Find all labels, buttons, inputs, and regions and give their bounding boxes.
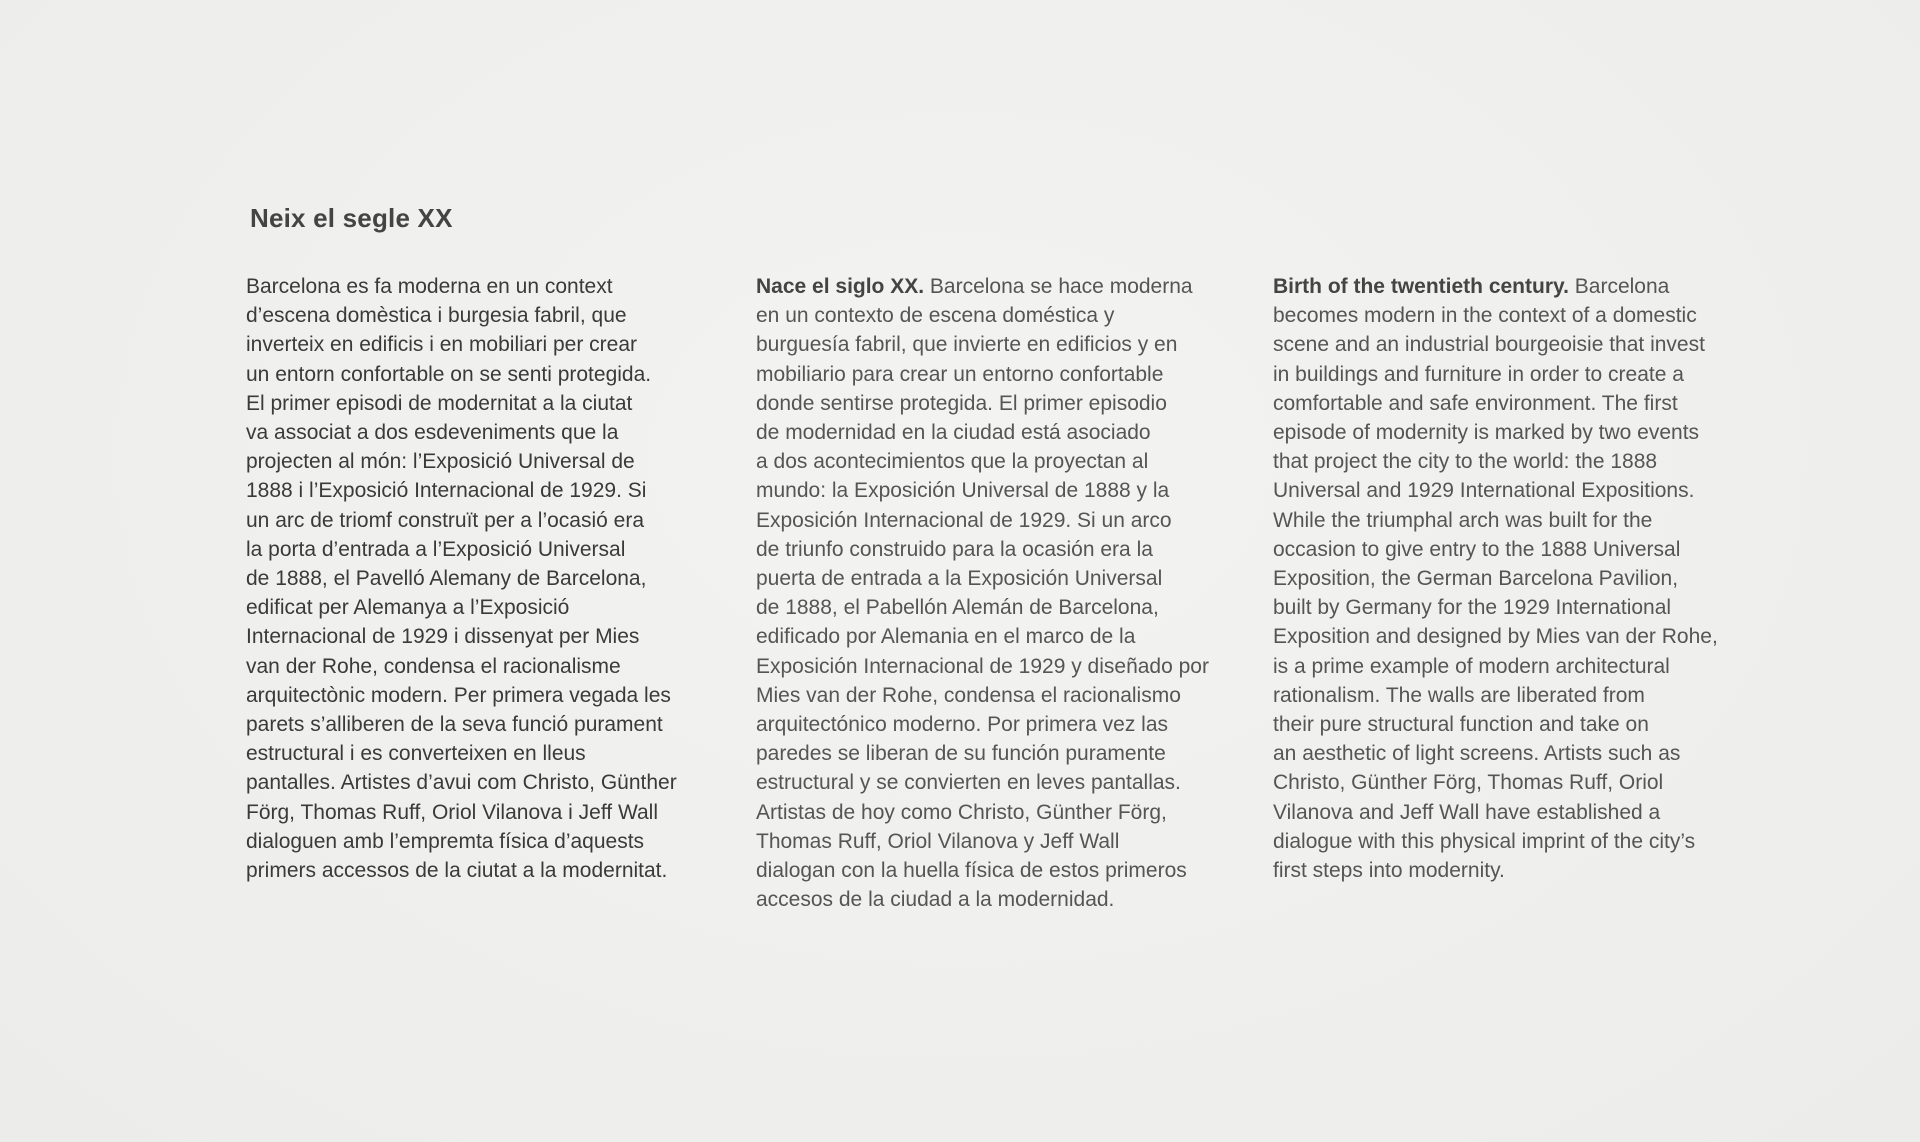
spanish-lead: Nace el siglo XX. bbox=[756, 275, 925, 298]
english-text-column bbox=[1273, 272, 1783, 885]
english-body: Barcelona becomes modern in the context of a domestic scene and an industrial bourgeoisie that invest in buildings and furniture in order to create a comfortable and safe environment. The first episode of modernity is marked by two events that project the city to the world: the 1888 Universal and 1929 International Expositions. While the triumphal arch was built for the occasion to give entry to the 1888 Universal Exposition, the German Barcelona Pavilion, built by Germany for the 1929 International Exposition and designed by Mies van der Rohe, is a prime example of modern architectural rationalism. The walls are liberated from their pure structural function and take on an aesthetic of light screens. Artists such as Christo, Günther Förg, Thomas Ruff, Oriol Vilanova and Jeff Wall have established a dialogue with this physical imprint of the city’s first steps into modernity. bbox=[1273, 275, 1718, 883]
spanish-text-column bbox=[756, 272, 1256, 914]
catalan-text-column: Barcelona es fa moderna en un context d’escena domèstica i burgesia fabril, que inverteix en edificis i en mobiliari per crear un entorn confortable on se senti protegida. El primer episodi de modernitat a la ciutat va associat a dos esdeveniments que la projecten al món: l’Exposició Universal de 1888 i l’Exposició Internacional de 1929. Si un arc de triomf construït per a l’ocasió era la porta d’entrada a l’Exposició Universal de 1888, el Pavelló Alemany de Barcelona, edificat per Alemanya a l’Exposició Internacional de 1929 i dissenyat per Mies van der Rohe, condensa el racionalisme arquitectònic modern. Per primera vegada les parets s’alliberen de la seva funció purament estructural i es converteixen en lleus pantalles. Artistes d’avui com Christo, Günther Förg, Thomas Ruff, Oriol Vilanova i Jeff Wall dialoguen amb l’empremta física d’aquests primers accessos de la ciutat a la modernitat. bbox=[246, 275, 677, 883]
english-lead: Birth of the twentieth century. bbox=[1273, 275, 1569, 298]
spanish-body: Barcelona se hace moderna en un contexto de escena doméstica y burguesía fabril, que invierte en edificios y en mobiliario para crear un entorno confortable donde sentirse protegida. El primer episodio de modernidad en la ciudad está asociado a dos acontecimientos que la proyectan al mundo: la Exposición Universal de 1888 y la Exposición Internacional de 1929. Si un arco de triunfo construido para la ocasión era la puerta de entrada a la Exposición Universal de 1888, el Pabellón Alemán de Barcelona, edificado por Alemania en el marco de la Exposición Internacional de 1929 y diseñado por Mies van der Rohe, condensa el racionalismo arquitectónico moderno. Por primera vez las paredes se liberan de su función puramente estructural y se convierten en leves pantallas. Artistas de hoy como Christo, Günther Förg, Thomas Ruff, Oriol Vilanova y Jeff Wall dialogan con la huella física de estos primeros accesos de la ciudad a la modernidad. bbox=[756, 275, 1209, 912]
page-title: Neix el segle XX bbox=[250, 203, 453, 233]
